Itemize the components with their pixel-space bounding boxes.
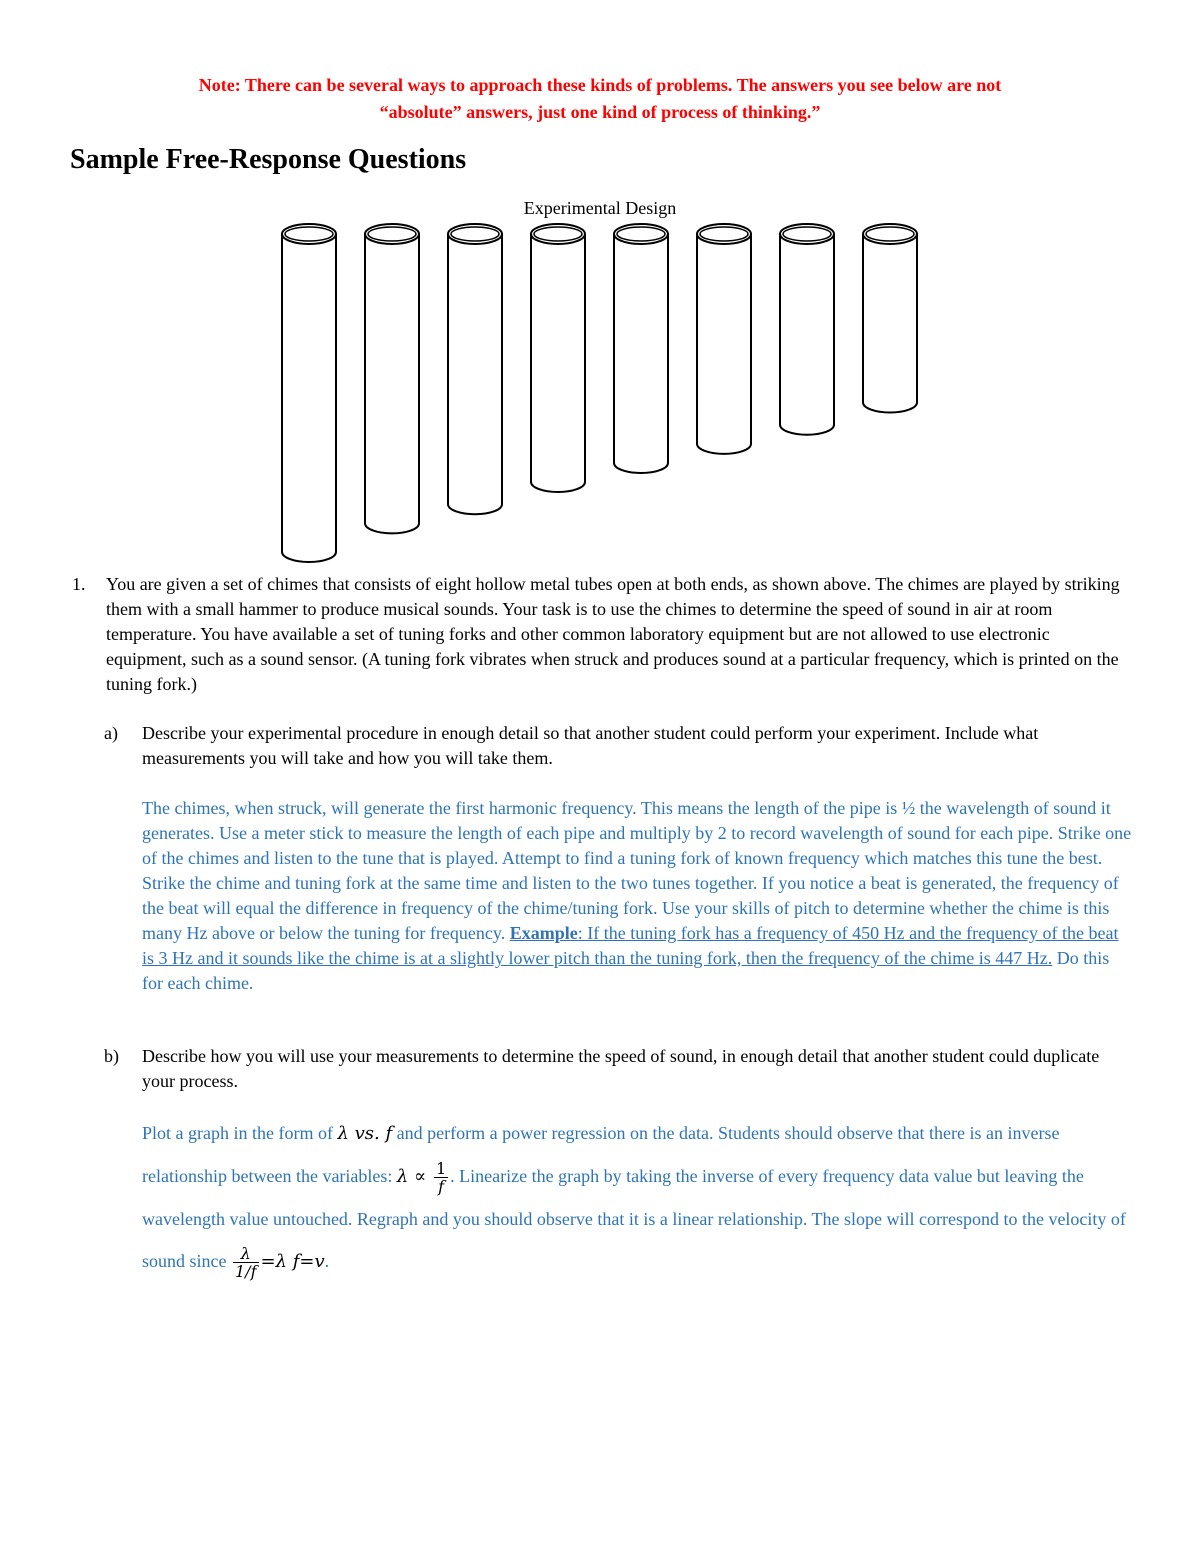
fraction-1-numerator: 1 [435, 1159, 447, 1179]
note [80, 72, 1120, 126]
chime-tube-8 [863, 224, 917, 413]
chime-tube-5 [614, 224, 668, 473]
question-text: You are given a set of chimes that consists of eight hollow metal tubes open at both ends, as shown above. The chimes are played by striking them with a small hammer to produce musical sounds. Your task is to use the chimes to determine the speed of sound in air at room temperature. You have available a set of tuning forks and other common laboratory equipment but are not allowed to use electronic equipment, such as a sound sensor. (A tuning fork vibrates when struck and produces sound at a particular frequency, which is printed on the tuning fork.) [106, 574, 1120, 694]
part-a-label: a) [104, 723, 118, 743]
part-b-text: Describe how you will use your measurements to determine the speed of sound, in enough detail that another student could duplicate your process. [142, 1046, 1100, 1091]
answer-b-end: . [324, 1251, 330, 1271]
fraction-1-denominator: f [438, 1177, 445, 1197]
question-1 [72, 572, 1132, 697]
answer-b-2: and perform a power regression on the data. Students should observe that there is an inverse relationship between the variables: [142, 1123, 1060, 1186]
chime-tube-6 [697, 224, 751, 454]
example-label: Example [509, 923, 578, 943]
part-b [104, 1044, 1134, 1094]
part-a [104, 721, 1134, 771]
answer-a-main: The chimes, when struck, will generate the first harmonic frequency. This means the length of the pipe is ½ the wavelength of sound it generates. Use a meter stick to measure the length of each pipe and multiply by 2 to record wavelength of sound for each pipe. Strike one of the chimes and listen to the tune that is played. Attempt to find a tuning fork of known frequency which matches this tune the best. Strike the chime and tuning fork at the same time and listen to the two tunes together. If you notice a beat is generated, the frequency of the beat will equal the difference in frequency of the chime/tuning fork. Use your skills of pitch to determine whether the chime is this many Hz above or below the tuning for frequency. [142, 798, 1132, 943]
fraction-2-numerator: λ [233, 1245, 259, 1263]
fraction-2-denominator: 1/f [235, 1262, 257, 1282]
math-proportional: λ ∝ [396, 1166, 432, 1187]
note-line-1: Note: There can be several ways to approach these kinds of problems. The answers you see below are not [198, 75, 1002, 95]
part-a-answer [142, 796, 1134, 996]
fraction-one-over-f [434, 1160, 448, 1195]
answer-a-end: Do this for each chime. [142, 948, 1110, 993]
chime-tube-2 [365, 224, 419, 533]
question-number: 1. [72, 574, 86, 594]
page-title: Sample Free-Response Questions [70, 144, 467, 175]
chime-tube-3 [448, 224, 502, 514]
part-b-answer [142, 1112, 1134, 1283]
answer-b-3: . Linearize the graph by taking the inverse of every frequency data value but leaving the wavelength value untouched. Regraph and you should observe that it is a linear relationship. The slope will correspond to the velocity of sound since [142, 1166, 1126, 1271]
figure-caption: Experimental Design [523, 198, 677, 218]
part-b-label: b) [104, 1046, 119, 1066]
chime-tube-4 [531, 224, 585, 492]
fraction-lambda-over-inverse-f [233, 1245, 259, 1280]
chime-tube-1 [282, 224, 336, 562]
chimes-figure [270, 222, 930, 568]
note-line-2: “absolute” answers, just one kind of process of thinking.” [379, 102, 821, 122]
math-equation: =λ f=v [260, 1251, 325, 1272]
math-lambda-vs-f: λ vs. f [337, 1123, 393, 1144]
example-text: : If the tuning fork has a frequency of 450 Hz and the frequency of the beat is 3 Hz and it sounds like the chime is at a slightly lower pitch than the tuning fork, then the frequency of the chime is 447 Hz. [142, 923, 1119, 968]
part-a-text: Describe your experimental procedure in enough detail so that another student could perform your experiment. Include what measurements you will take and how you will take them. [142, 723, 1039, 768]
chime-tube-7 [780, 224, 834, 435]
answer-b-1: Plot a graph in the form of [142, 1123, 338, 1143]
